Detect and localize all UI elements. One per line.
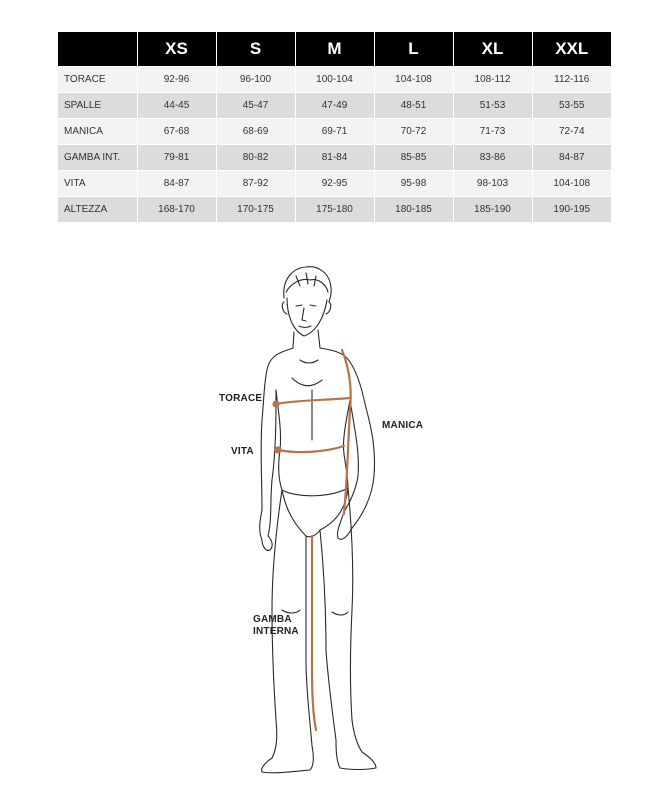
table-cell: 81-84 bbox=[295, 145, 374, 171]
table-cell: 85-85 bbox=[374, 145, 453, 171]
table-cell: 104-108 bbox=[532, 171, 611, 197]
size-header-row bbox=[58, 32, 611, 67]
table-cell: 180-185 bbox=[374, 197, 453, 223]
label-vita: VITA bbox=[231, 446, 254, 457]
header-corner bbox=[58, 32, 137, 67]
size-header-xl: XL bbox=[453, 32, 532, 67]
table-cell: 112-116 bbox=[532, 67, 611, 93]
label-torace: TORACE bbox=[219, 393, 263, 404]
table-cell: 70-72 bbox=[374, 119, 453, 145]
table-cell: 104-108 bbox=[374, 67, 453, 93]
table-cell: 95-98 bbox=[374, 171, 453, 197]
size-header-xs: XS bbox=[137, 32, 216, 67]
row-label: TORACE bbox=[58, 67, 137, 93]
table-cell: 45-47 bbox=[216, 93, 295, 119]
row-label: ALTEZZA bbox=[58, 197, 137, 223]
table-cell: 92-95 bbox=[295, 171, 374, 197]
measurement-figure bbox=[0, 240, 670, 800]
chest-measure-dot bbox=[274, 402, 279, 407]
table-cell: 175-180 bbox=[295, 197, 374, 223]
size-header-l: L bbox=[374, 32, 453, 67]
table-row-manica bbox=[58, 119, 611, 145]
inseam-measure-line bbox=[312, 536, 316, 730]
table-cell: 48-51 bbox=[374, 93, 453, 119]
table-cell: 98-103 bbox=[453, 171, 532, 197]
row-label: MANICA bbox=[58, 119, 137, 145]
table-row-spalle bbox=[58, 93, 611, 119]
table-cell: 185-190 bbox=[453, 197, 532, 223]
table-cell: 84-87 bbox=[532, 145, 611, 171]
table-cell: 170-175 bbox=[216, 197, 295, 223]
row-label: SPALLE bbox=[58, 93, 137, 119]
table-cell: 71-73 bbox=[453, 119, 532, 145]
size-chart-table bbox=[58, 32, 611, 223]
table-cell: 100-104 bbox=[295, 67, 374, 93]
table-cell: 53-55 bbox=[532, 93, 611, 119]
sleeve-measure-line bbox=[342, 350, 351, 514]
table-cell: 84-87 bbox=[137, 171, 216, 197]
table-cell: 168-170 bbox=[137, 197, 216, 223]
size-header-m: M bbox=[295, 32, 374, 67]
table-cell: 80-82 bbox=[216, 145, 295, 171]
table-cell: 87-92 bbox=[216, 171, 295, 197]
table-cell: 67-68 bbox=[137, 119, 216, 145]
table-cell: 96-100 bbox=[216, 67, 295, 93]
table-cell: 69-71 bbox=[295, 119, 374, 145]
table-row-vita bbox=[58, 171, 611, 197]
table-cell: 92-96 bbox=[137, 67, 216, 93]
table-cell: 83-86 bbox=[453, 145, 532, 171]
table-cell: 47-49 bbox=[295, 93, 374, 119]
table-cell: 68-69 bbox=[216, 119, 295, 145]
label-gamba-line2: INTERNA bbox=[253, 626, 299, 637]
table-cell: 108-112 bbox=[453, 67, 532, 93]
waist-measure-line bbox=[278, 446, 344, 452]
table-cell: 190-195 bbox=[532, 197, 611, 223]
row-label: GAMBA INT. bbox=[58, 145, 137, 171]
chest-measure-line bbox=[276, 398, 350, 404]
body-outline bbox=[260, 267, 376, 773]
label-gamba-line1: GAMBA bbox=[253, 614, 292, 625]
waist-measure-dot bbox=[276, 448, 281, 453]
size-header-xxl: XXL bbox=[532, 32, 611, 67]
table-cell: 44-45 bbox=[137, 93, 216, 119]
label-manica: MANICA bbox=[382, 420, 424, 431]
table-row-torace bbox=[58, 67, 611, 93]
table-row-gamba-int bbox=[58, 145, 611, 171]
label-gamba bbox=[253, 614, 299, 638]
table-cell: 79-81 bbox=[137, 145, 216, 171]
table-cell: 72-74 bbox=[532, 119, 611, 145]
size-header-s: S bbox=[216, 32, 295, 67]
table-row-altezza bbox=[58, 197, 611, 223]
row-label: VITA bbox=[58, 171, 137, 197]
table-cell: 51-53 bbox=[453, 93, 532, 119]
body-outline-drawing bbox=[0, 240, 670, 800]
